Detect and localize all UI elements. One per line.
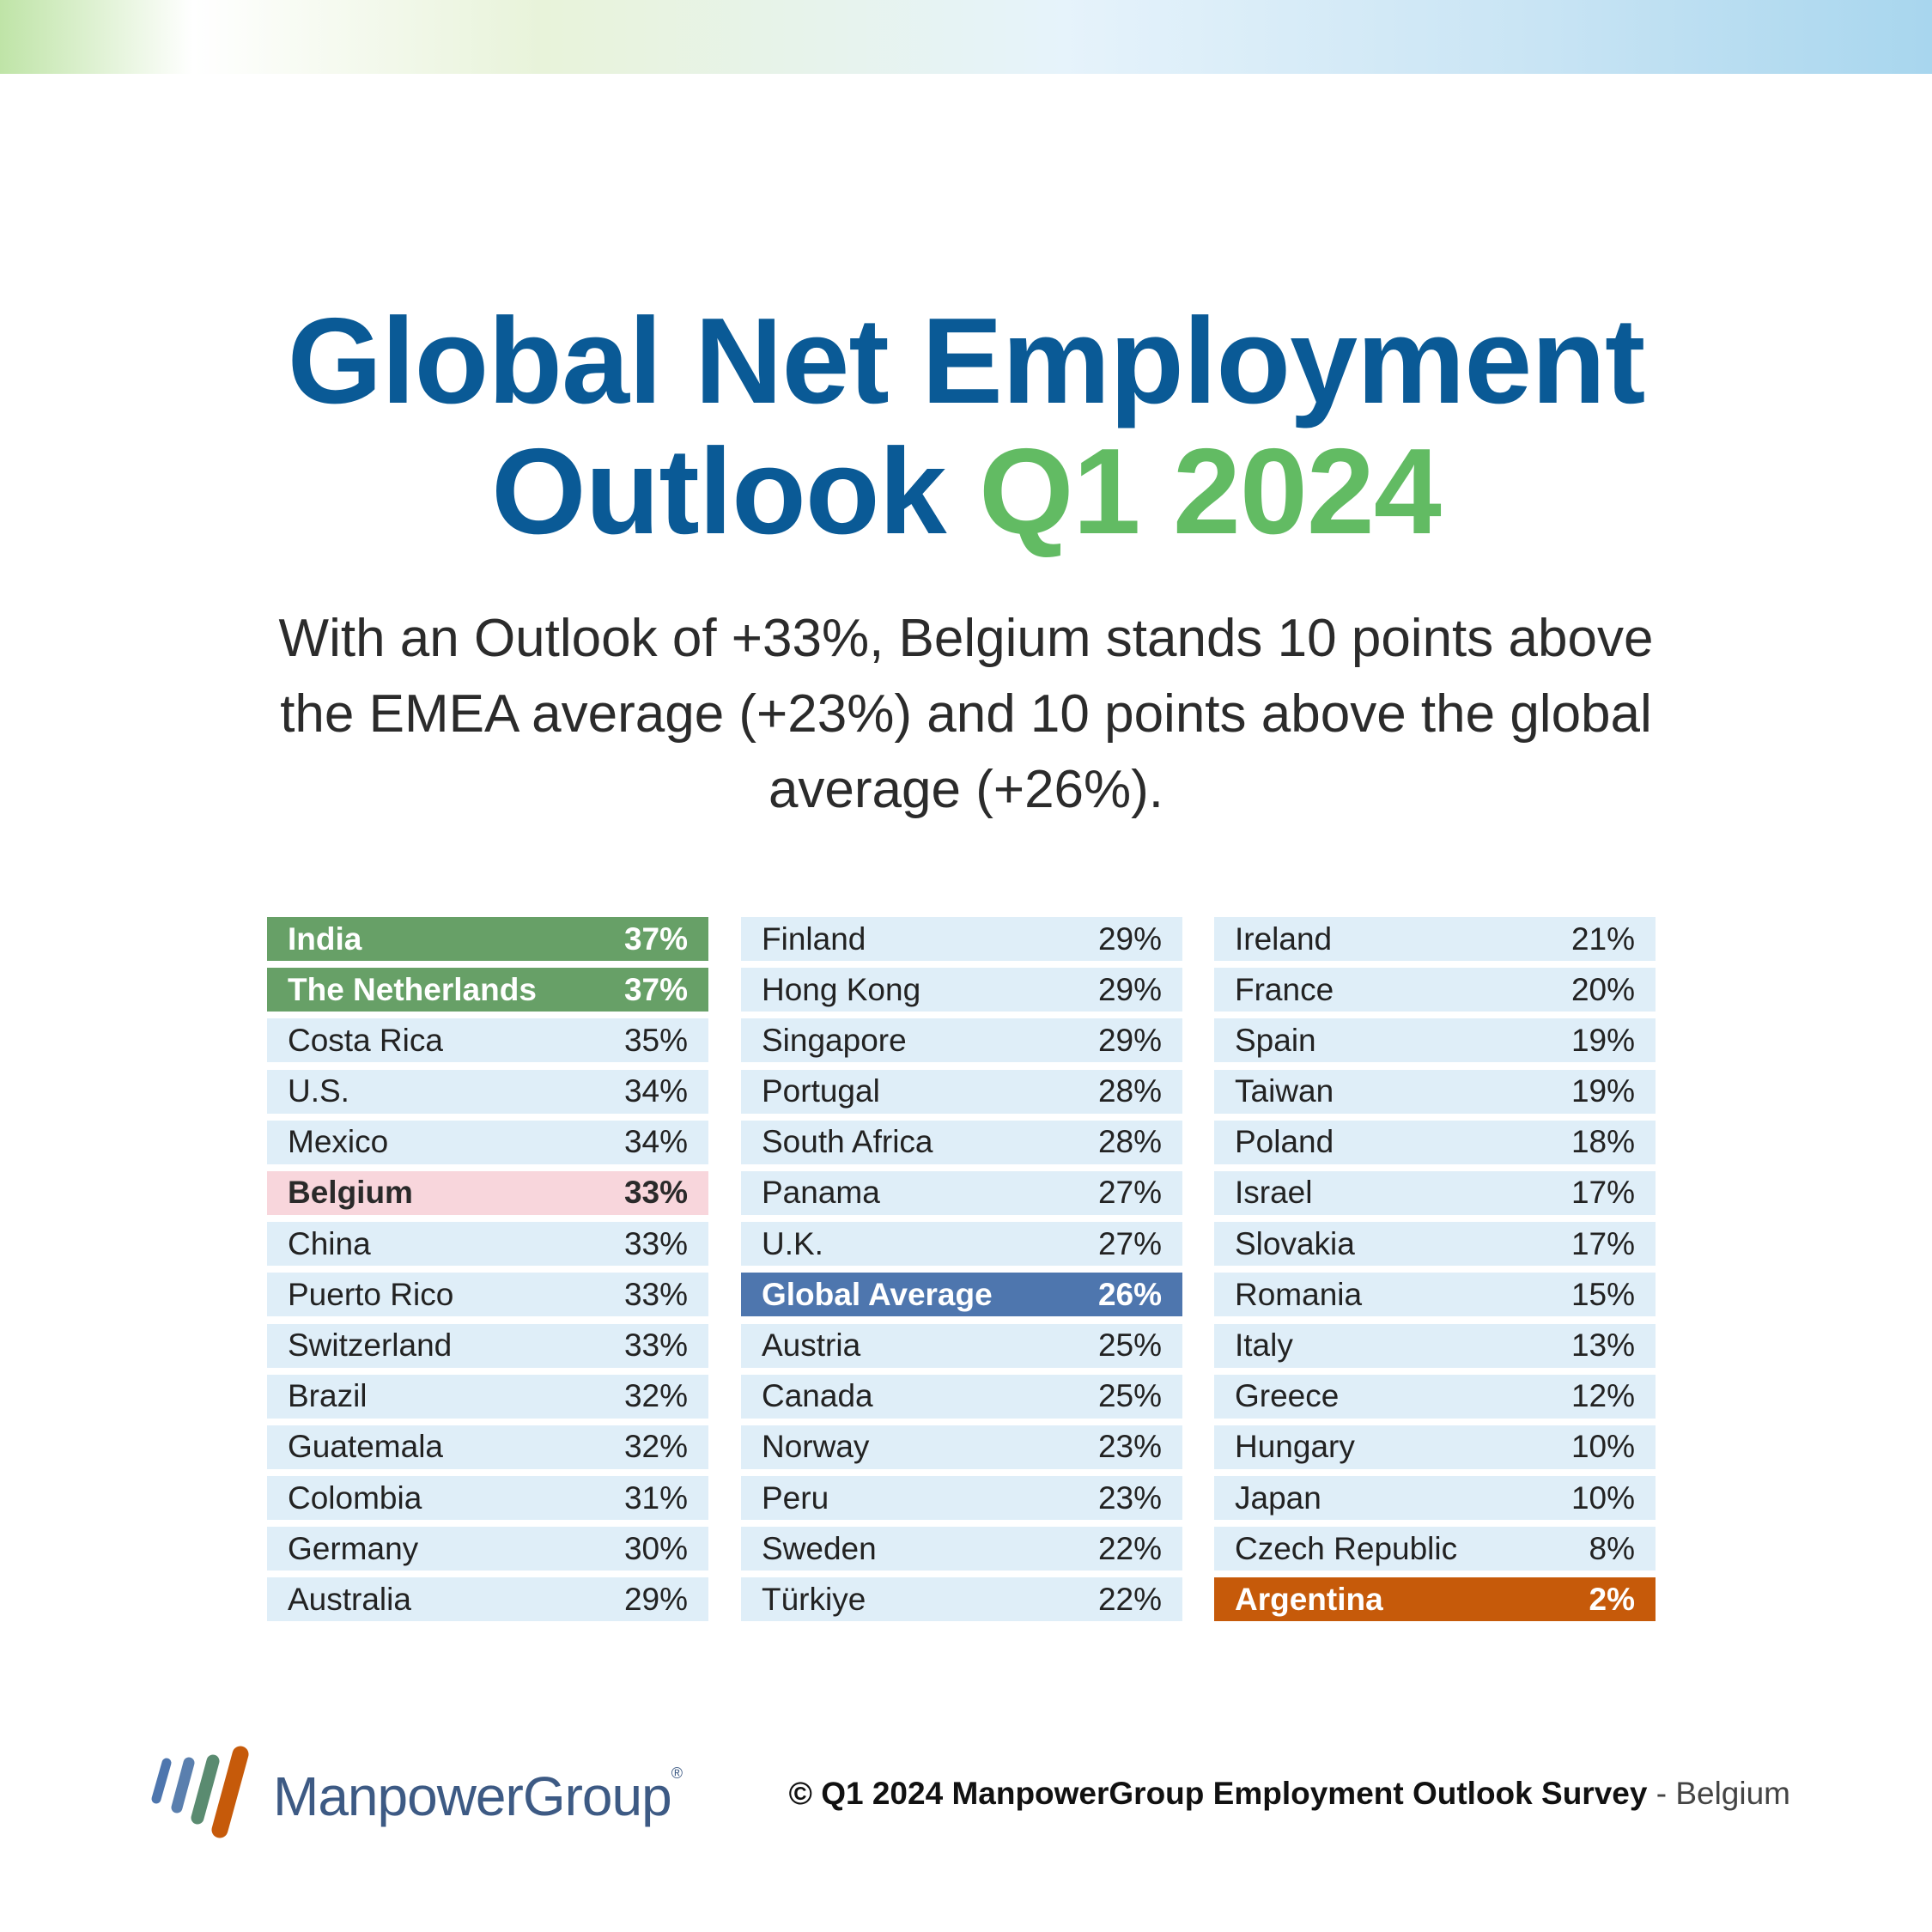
country-name: Slovakia [1235, 1225, 1355, 1261]
table-row [267, 1222, 708, 1266]
outlook-value: 18% [1571, 1124, 1635, 1160]
table-row [741, 968, 1182, 1012]
table-row [1214, 1577, 1656, 1621]
country-name: Poland [1235, 1124, 1334, 1160]
table-row [267, 1018, 708, 1062]
outlook-value: 29% [1097, 971, 1162, 1007]
table-row [267, 1375, 708, 1419]
outlook-value: 23% [1097, 1479, 1162, 1516]
top-gradient-band [0, 0, 1932, 74]
country-name: Czech Republic [1235, 1530, 1458, 1566]
country-name: Taiwan [1235, 1073, 1334, 1109]
outlook-value: 34% [623, 1124, 688, 1160]
outlook-value: 27% [1097, 1175, 1162, 1211]
country-name: Costa Rica [288, 1022, 443, 1058]
table-row [1214, 1273, 1656, 1316]
outlook-value: 20% [1571, 971, 1635, 1007]
country-name: Austria [762, 1327, 861, 1363]
outlook-value: 22% [1097, 1530, 1162, 1566]
table-row [1214, 1018, 1656, 1062]
table-row [1214, 1171, 1656, 1215]
outlook-value: 33% [623, 1225, 688, 1261]
country-name: The Netherlands [288, 971, 537, 1007]
country-name: U.S. [288, 1073, 349, 1109]
outlook-value: 17% [1571, 1225, 1635, 1261]
country-name: Switzerland [288, 1327, 453, 1363]
country-name: Italy [1235, 1327, 1293, 1363]
outlook-value: 28% [1097, 1124, 1162, 1160]
table-row [267, 1324, 708, 1368]
country-name: Norway [762, 1429, 870, 1465]
country-name: Türkiye [762, 1581, 866, 1617]
country-name: France [1235, 971, 1334, 1007]
title-outlook: Outlook [491, 423, 946, 560]
outlook-value: 12% [1571, 1378, 1635, 1414]
outlook-value: 2% [1589, 1581, 1635, 1617]
outlook-value: 22% [1097, 1581, 1162, 1617]
outlook-value: 10% [1571, 1429, 1635, 1465]
logo-wordmark: ManpowerGroup® [273, 1765, 682, 1827]
country-name: Greece [1235, 1378, 1340, 1414]
country-name: Germany [288, 1530, 419, 1566]
outlook-value: 19% [1571, 1073, 1635, 1109]
outlook-value: 21% [1571, 920, 1635, 957]
country-name: Colombia [288, 1479, 422, 1516]
table-column-1 [267, 917, 708, 1629]
country-name: Finland [762, 920, 866, 957]
country-name: Canada [762, 1378, 873, 1414]
table-row [1214, 1324, 1656, 1368]
outlook-value: 33% [623, 1175, 688, 1211]
table-row [1214, 1476, 1656, 1520]
table-row [1214, 968, 1656, 1012]
table-row [741, 1070, 1182, 1114]
table-row [1214, 1425, 1656, 1469]
country-name: Argentina [1235, 1581, 1383, 1617]
country-name: U.K. [762, 1225, 823, 1261]
outlook-value: 10% [1571, 1479, 1635, 1516]
outlook-value: 28% [1097, 1073, 1162, 1109]
table-row [741, 1222, 1182, 1266]
outlook-value: 34% [623, 1073, 688, 1109]
outlook-value: 29% [623, 1581, 688, 1617]
country-name: Israel [1235, 1175, 1313, 1211]
outlook-value: 30% [623, 1530, 688, 1566]
country-name: Global Average [762, 1276, 993, 1312]
table-row [267, 1476, 708, 1520]
country-name: Puerto Rico [288, 1276, 454, 1312]
table-row [741, 1577, 1182, 1621]
outlook-value: 8% [1589, 1530, 1635, 1566]
outlook-value: 15% [1571, 1276, 1635, 1312]
country-name: Hong Kong [762, 971, 921, 1007]
manpowergroup-logo-icon [144, 1739, 264, 1842]
outlook-value: 23% [1097, 1429, 1162, 1465]
footer-survey-name: © Q1 2024 ManpowerGroup Employment Outlook Survey [788, 1776, 1648, 1811]
footer-copyright [777, 1776, 1790, 1812]
page-title [0, 293, 1932, 560]
table-row [741, 1018, 1182, 1062]
table-row [741, 1476, 1182, 1520]
table-row [267, 1577, 708, 1621]
table-row [741, 1171, 1182, 1215]
country-name: Japan [1235, 1479, 1321, 1516]
outlook-value: 25% [1097, 1327, 1162, 1363]
country-name: Sweden [762, 1530, 877, 1566]
outlook-value: 31% [623, 1479, 688, 1516]
outlook-value: 35% [623, 1022, 688, 1058]
table-row [267, 968, 708, 1012]
table-row [741, 1273, 1182, 1316]
country-name: Panama [762, 1175, 880, 1211]
outlook-value: 26% [1097, 1276, 1162, 1312]
outlook-value: 13% [1571, 1327, 1635, 1363]
table-row [267, 917, 708, 961]
country-name: Brazil [288, 1378, 368, 1414]
country-name: Spain [1235, 1022, 1316, 1058]
outlook-value: 33% [623, 1327, 688, 1363]
manpowergroup-logo [144, 1739, 694, 1842]
country-name: China [288, 1225, 371, 1261]
outlook-value: 29% [1097, 920, 1162, 957]
outlook-value: 29% [1097, 1022, 1162, 1058]
table-row [741, 1324, 1182, 1368]
table-row [741, 1527, 1182, 1571]
outlook-value: 33% [623, 1276, 688, 1312]
country-name: Portugal [762, 1073, 880, 1109]
title-quarter: Q1 2024 [979, 423, 1441, 560]
table-column-2 [741, 917, 1182, 1629]
table-row [1214, 1222, 1656, 1266]
footer-country: - Belgium [1647, 1776, 1790, 1811]
outlook-value: 19% [1571, 1022, 1635, 1058]
table-row [267, 1273, 708, 1316]
table-row [1214, 1121, 1656, 1164]
title-line-2 [0, 423, 1932, 560]
country-name: Ireland [1235, 920, 1333, 957]
table-row [1214, 1375, 1656, 1419]
outlook-value: 25% [1097, 1378, 1162, 1414]
outlook-value: 37% [623, 971, 688, 1007]
table-row [1214, 917, 1656, 961]
country-name: Belgium [288, 1175, 413, 1211]
country-name: Mexico [288, 1124, 389, 1160]
table-row [267, 1527, 708, 1571]
table-row [267, 1070, 708, 1114]
summary-text: With an Outlook of +33%, Belgium stands 10 points above the EMEA average (+23%) and 10 points above the global average (+26%). [278, 609, 1654, 819]
table-row [267, 1121, 708, 1164]
table-row [741, 917, 1182, 961]
table-row [741, 1121, 1182, 1164]
country-name: Peru [762, 1479, 829, 1516]
outlook-value: 32% [623, 1378, 688, 1414]
table-row [1214, 1527, 1656, 1571]
table-row [741, 1375, 1182, 1419]
country-name: South Africa [762, 1124, 933, 1160]
outlook-value: 37% [623, 920, 688, 957]
title-line-1: Global Net Employment [287, 293, 1645, 429]
country-name: Singapore [762, 1022, 907, 1058]
table-row [1214, 1070, 1656, 1114]
country-name: Hungary [1235, 1429, 1355, 1465]
country-name: Guatemala [288, 1429, 443, 1465]
outlook-value: 27% [1097, 1225, 1162, 1261]
country-name: India [288, 920, 362, 957]
table-row [741, 1425, 1182, 1469]
outlook-value: 32% [623, 1429, 688, 1465]
table-row [267, 1171, 708, 1215]
country-name: Romania [1235, 1276, 1363, 1312]
country-name: Australia [288, 1581, 411, 1617]
table-row [267, 1425, 708, 1469]
outlook-value: 17% [1571, 1175, 1635, 1211]
table-column-3 [1214, 917, 1656, 1629]
